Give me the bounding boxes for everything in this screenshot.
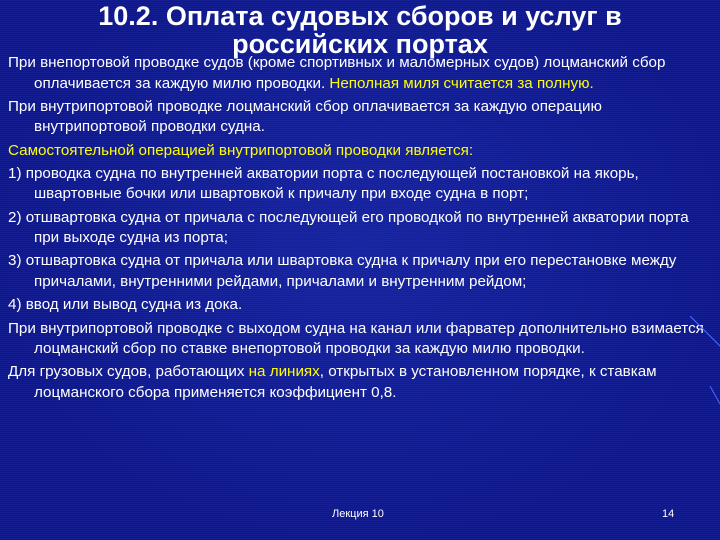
slide-body	[8, 53, 713, 406]
paragraph-outport-pilotage	[8, 53, 713, 94]
page-number: 14	[662, 508, 675, 520]
footer-lecture-label: Лекция 10	[332, 508, 384, 520]
slide-title-line1: 10.2. Оплата судовых сборов и услуг в	[98, 1, 622, 31]
paragraph-text: , открытых в установленном порядке, к ставкам лоцманского сбора применяется коэффициент 0,8.	[34, 363, 657, 401]
paragraph-text: 2) отшвартовка судна от причала с последующей его проводкой по внутренней акватории порта при выходе судна из порта;	[8, 208, 689, 247]
highlight-text: Неполная миля считается за полную.	[329, 74, 594, 92]
paragraph-text: При внутрипортовой проводке лоцманский сбор оплачивается за каждую операцию внутрипортовой проводки судна.	[8, 97, 602, 136]
paragraph-text: При внепортовой проводке судов (кроме спортивных и маломерных судов) лоцманский сбор оплачивается за каждую милю проводки.	[8, 54, 666, 92]
list-item-3	[8, 251, 713, 292]
paragraph-text: 1) проводка судна по внутренней акватории порта с последующей постановкой на якорь, швартовные бочки или швартовкой к причалу при входе судна в порт;	[8, 164, 639, 203]
list-item-2	[8, 208, 713, 249]
slide-title	[0, 2, 720, 58]
list-item-4	[8, 295, 713, 316]
highlight-text: на линиях	[248, 363, 320, 381]
paragraph-text: Для грузовых судов, работающих	[8, 363, 249, 381]
paragraph-independent-operation	[8, 141, 713, 162]
decorative-line	[690, 316, 720, 406]
slide-title-line2: российских портах	[232, 29, 488, 59]
paragraph-cargo-lines	[8, 362, 713, 403]
paragraph-text: 3) отшвартовка судна от причала или швартовка судна к причалу при его перестановке между причалами, внутренними рейдами, причалами и внутренним рейдом;	[8, 252, 677, 290]
paragraph-inport-pilotage	[8, 97, 713, 138]
list-item-1	[8, 164, 713, 205]
paragraph-text: 4) ввод или вывод судна из дока.	[8, 296, 243, 314]
highlight-text: Самостоятельной операцией внутрипортовой проводки является:	[8, 141, 474, 159]
paragraph-channel-fee	[8, 319, 713, 360]
paragraph-text: При внутрипортовой проводке с выходом судна на канал или фарватер дополнительно взимается лоцманский сбор по ставке внепортовой проводки за каждую милю проводки.	[8, 319, 704, 358]
